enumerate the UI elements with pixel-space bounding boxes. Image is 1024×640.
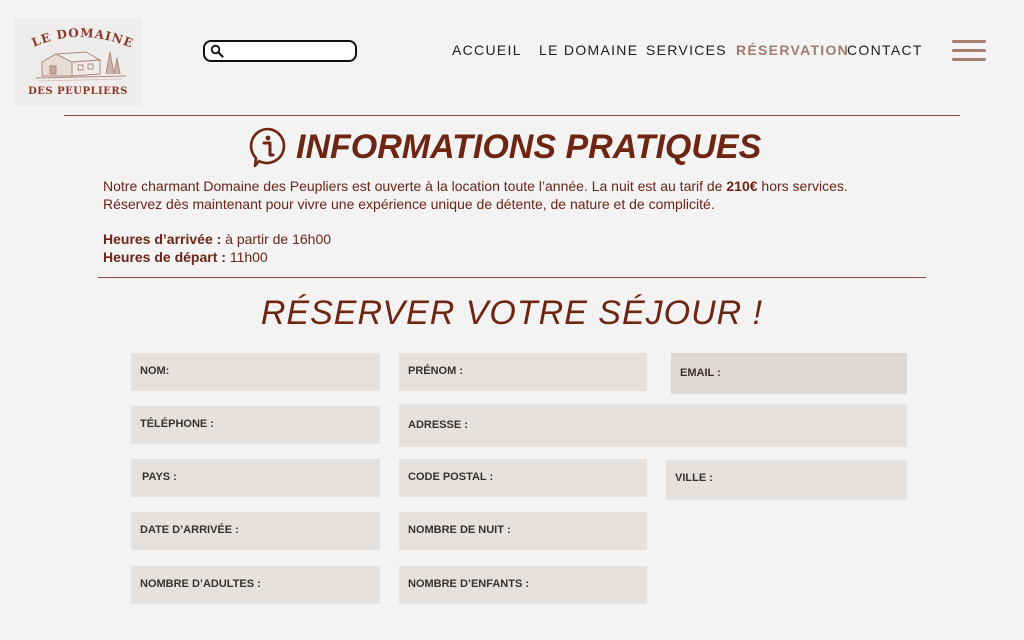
pays-field[interactable]: PAYS : bbox=[131, 459, 380, 497]
adresse-field[interactable]: ADRESSE : bbox=[399, 404, 907, 447]
logo-bottom-text: DES PEUPLIERS bbox=[28, 86, 128, 97]
ville-field[interactable]: VILLE : bbox=[666, 460, 907, 500]
telephone-field[interactable]: TÉLÉPHONE : bbox=[131, 406, 380, 444]
price: 210€ bbox=[726, 178, 758, 194]
nom-field[interactable]: NOM: bbox=[131, 353, 380, 391]
date-arrivee-field[interactable]: DATE D’ARRIVÉE : bbox=[131, 512, 380, 550]
search-icon[interactable] bbox=[210, 44, 224, 58]
info-icon bbox=[249, 127, 287, 167]
email-field[interactable]: EMAIL : bbox=[671, 353, 907, 394]
header-divider bbox=[64, 115, 960, 116]
arrival-hours: Heures d’arrivée : à partir de 16h00 bbox=[103, 231, 332, 247]
code-postal-field[interactable]: CODE POSTAL : bbox=[399, 459, 647, 497]
nav-reservation[interactable]: RÉSERVATION bbox=[736, 42, 850, 58]
site-logo[interactable] bbox=[14, 18, 142, 106]
prenom-field[interactable]: PRÉNOM : bbox=[399, 353, 647, 391]
nav-services[interactable]: SERVICES bbox=[646, 42, 727, 58]
search-input[interactable] bbox=[227, 43, 351, 59]
logo-top-text: LE DOMAINE bbox=[29, 25, 136, 51]
search-box[interactable] bbox=[203, 40, 357, 62]
nav-accueil[interactable]: ACCUEIL bbox=[452, 42, 522, 58]
nav-contact[interactable]: CONTACT bbox=[847, 42, 923, 58]
departure-hours: Heures de départ : 11h00 bbox=[103, 249, 268, 265]
nav-le-domaine[interactable]: LE DOMAINE bbox=[539, 42, 639, 58]
nombre-enfants-field[interactable]: NOMBRE D’ENFANTS : bbox=[399, 566, 647, 604]
info-paragraph-line2: Réservez dès maintenant pour vivre une expérience unique de détente, de nature et de complicité. bbox=[103, 196, 715, 212]
section-divider bbox=[98, 277, 926, 278]
hamburger-menu-icon[interactable] bbox=[952, 40, 986, 62]
nombre-adultes-field[interactable]: NOMBRE D’ADULTES : bbox=[131, 566, 380, 604]
svg-text:LE DOMAINE bbox=[30, 26, 136, 51]
info-title: INFORMATIONS PRATIQUES bbox=[296, 128, 762, 166]
reservation-title: RÉSERVER VOTRE SÉJOUR ! bbox=[260, 294, 764, 332]
info-paragraph-line1: Notre charmant Domaine des Peupliers est ouverte à la location toute l’année. La nuit est au tarif de 210€ hors services. bbox=[103, 178, 848, 194]
nombre-nuit-field[interactable]: NOMBRE DE NUIT : bbox=[399, 512, 647, 550]
